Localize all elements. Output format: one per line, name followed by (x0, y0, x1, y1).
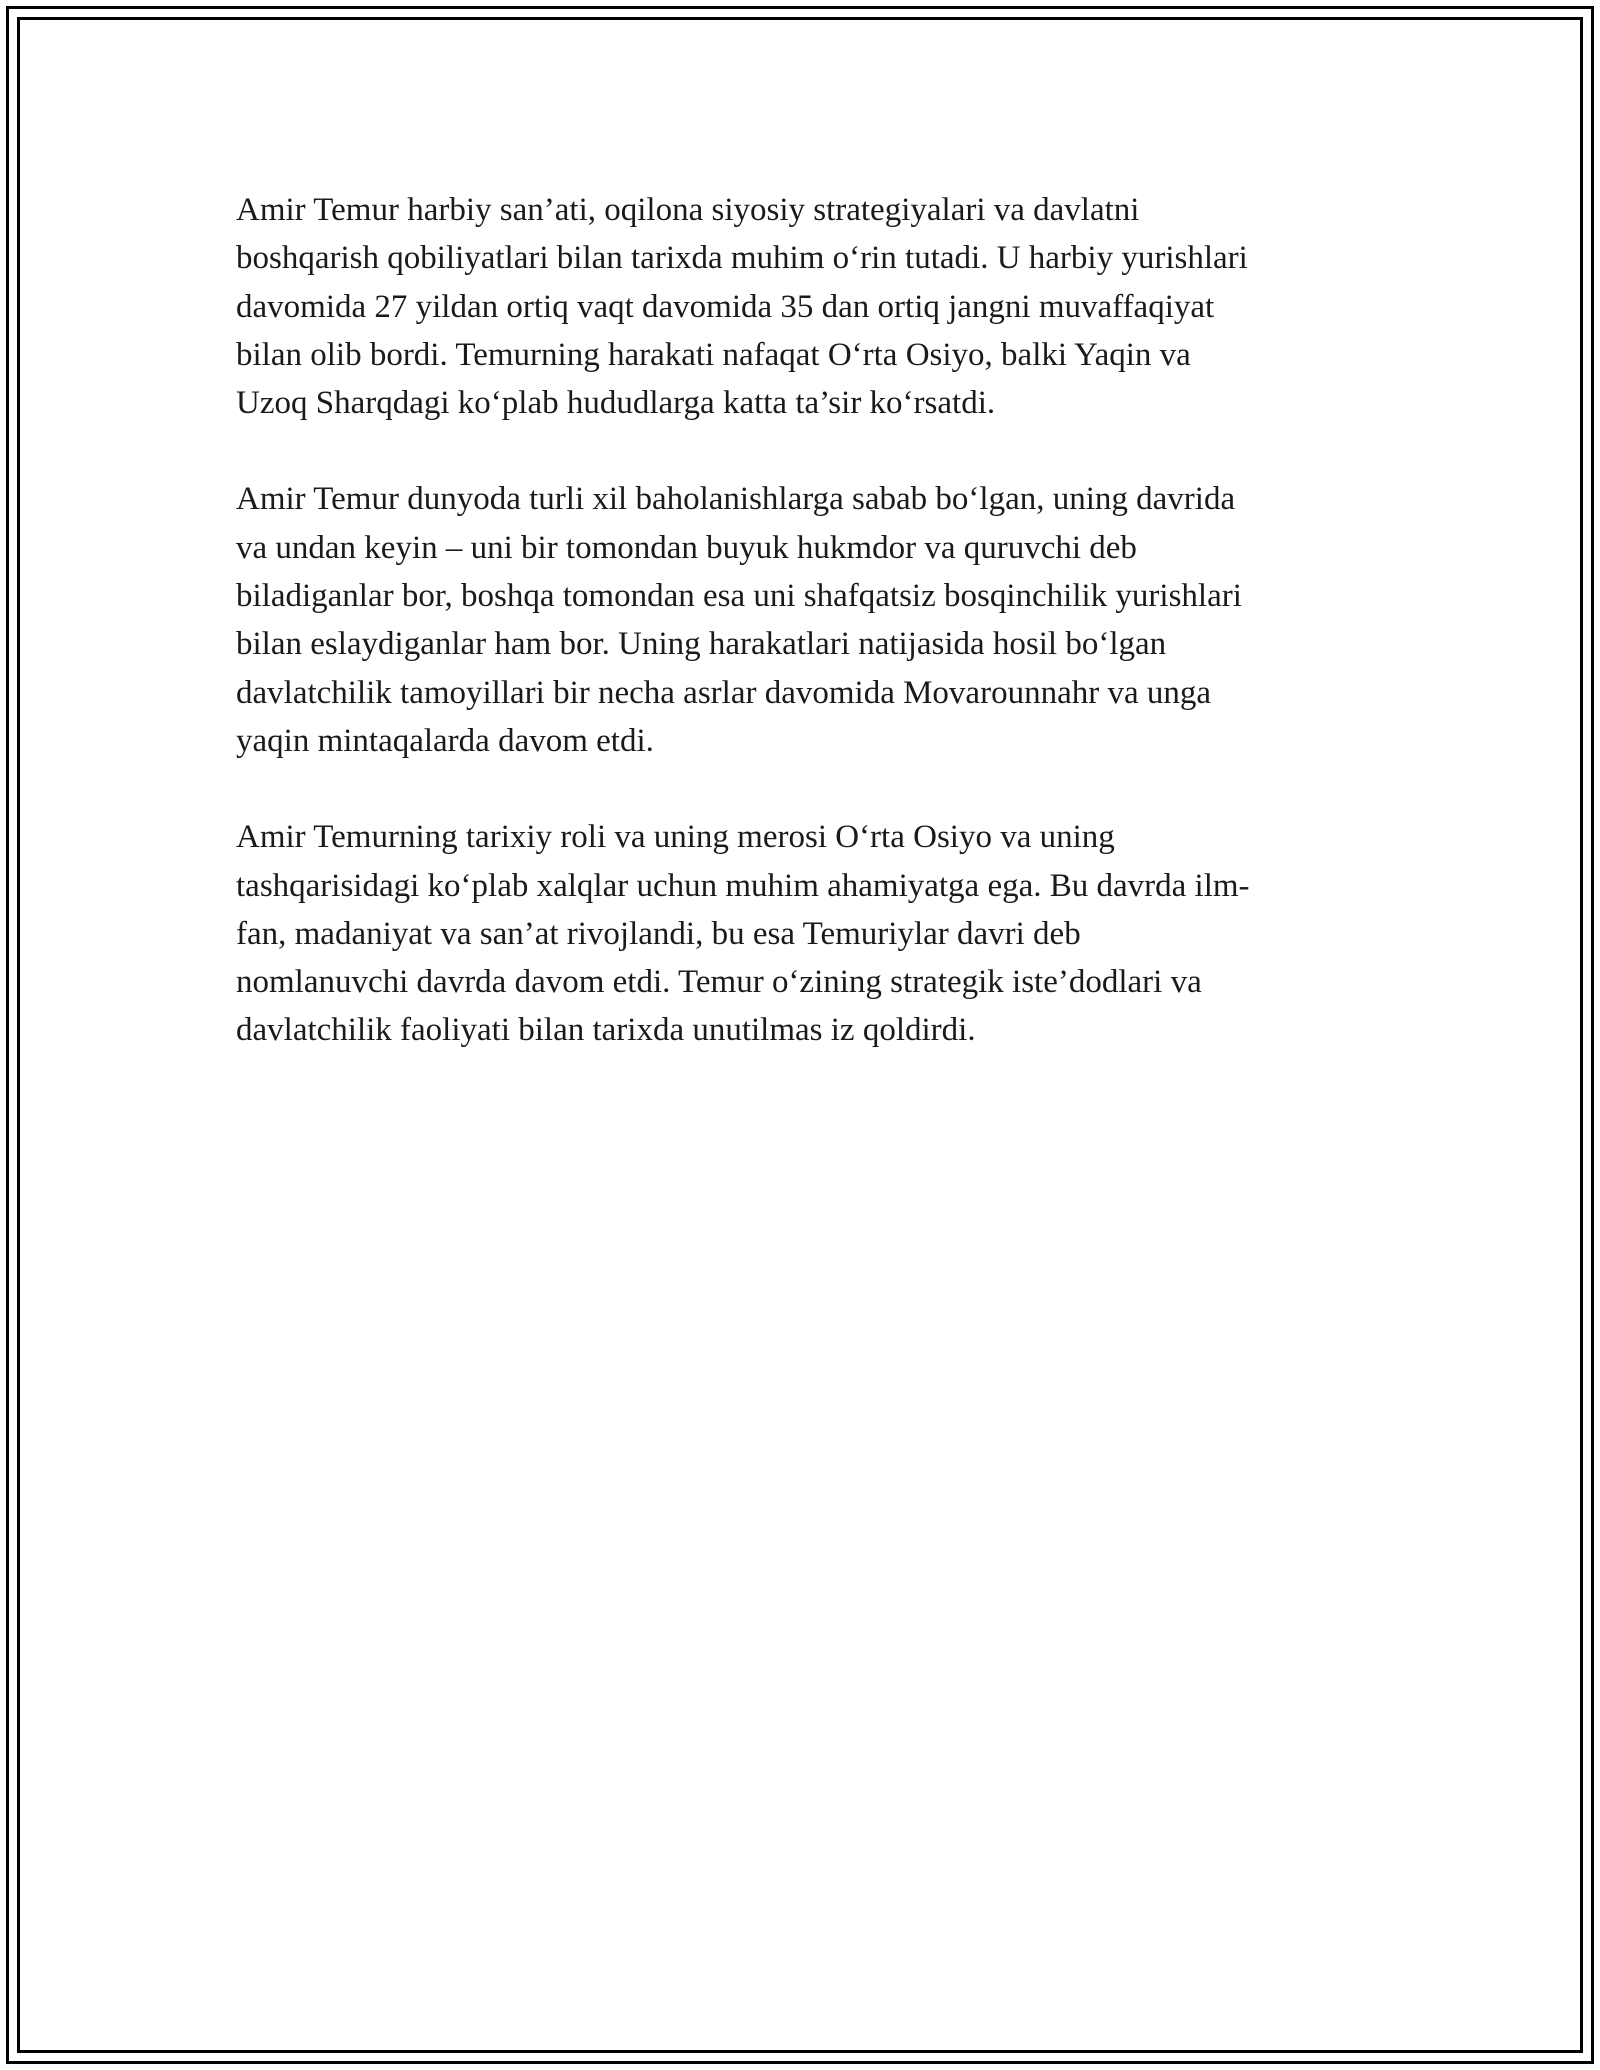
paragraph-2 (236, 475, 1366, 765)
text-line: Amir Temurning tarixiy roli va uning merosi Oʻrta Osiyo va uning (236, 819, 1115, 856)
text-line: boshqarish qobiliyatlari bilan tarixda muhim oʻrin tutadi. U harbiy yurishlari (236, 240, 1248, 277)
text-line: davlatchilik tamoyillari bir necha asrlar davomida Movarounnahr va unga (236, 674, 1211, 711)
paragraph-1 (236, 186, 1366, 427)
paragraph-3 (236, 813, 1366, 1054)
document-body (236, 186, 1366, 1103)
text-line: nomlanuvchi davrda davom etdi. Temur oʻzining strategik iste’dodlari va (236, 964, 1202, 1001)
text-line: yaqin mintaqalarda davom etdi. (236, 722, 654, 759)
text-line: bilan olib bordi. Temurning harakati nafaqat Oʻrta Osiyo, balki Yaqin va (236, 336, 1191, 373)
text-line: davomida 27 yildan ortiq vaqt davomida 35 dan ortiq jangni muvaffaqiyat (236, 288, 1215, 325)
text-line: fan, madaniyat va san’at rivojlandi, bu esa Temuriylar davri deb (236, 915, 1081, 952)
text-line: Uzoq Sharqdagi koʻplab hududlarga katta ta’sir koʻrsatdi. (236, 385, 996, 422)
text-line: Amir Temur dunyoda turli xil baholanishlarga sabab boʻlgan, uning davrida (236, 481, 1236, 518)
text-line: davlatchilik faoliyati bilan tarixda unutilmas iz qoldirdi. (236, 1012, 976, 1049)
text-line: bilan eslaydiganlar ham bor. Uning harakatlari natijasida hosil boʻlgan (236, 626, 1167, 663)
text-line: Amir Temur harbiy san’ati, oqilona siyosiy strategiyalari va davlatni (236, 192, 1140, 228)
text-line: biladiganlar bor, boshqa tomondan esa uni shafqatsiz bosqinchilik yurishlari (236, 578, 1242, 615)
text-line: tashqarisidagi koʻplab xalqlar uchun muhim ahamiyatga ega. Bu davrda ilm- (236, 867, 1250, 904)
text-line: va undan keyin – uni bir tomondan buyuk hukmdor va quruvchi deb (236, 529, 1137, 566)
